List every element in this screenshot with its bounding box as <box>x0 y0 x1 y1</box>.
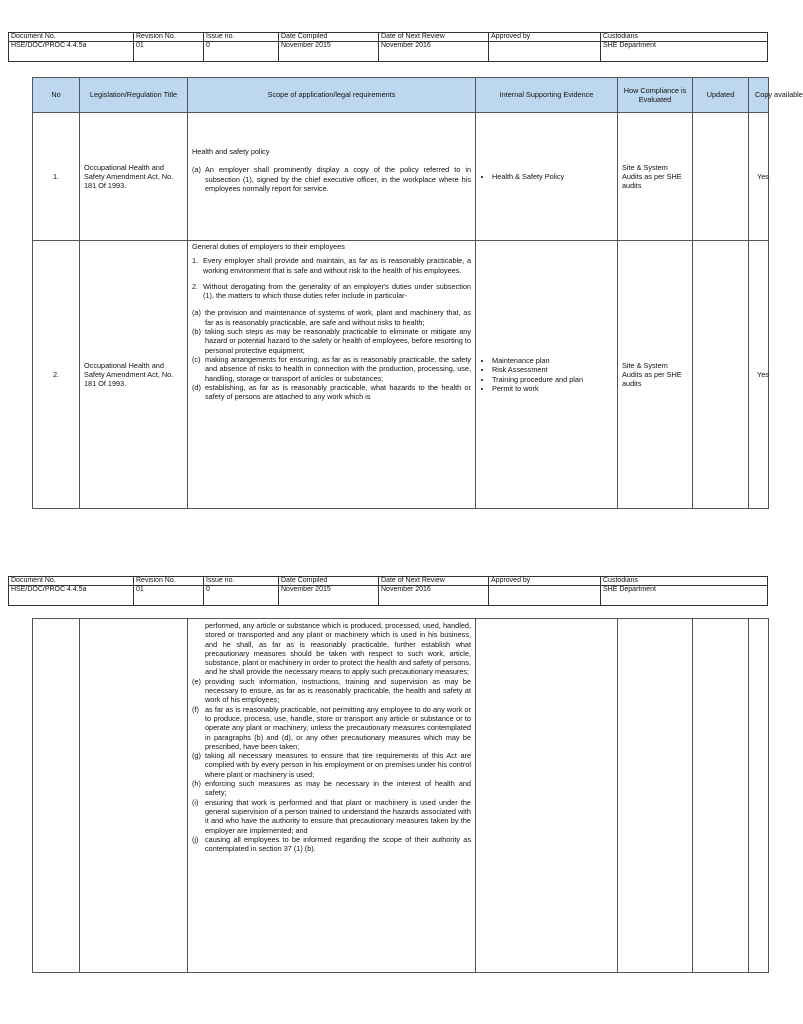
evidence-cell <box>476 113 618 241</box>
item-letter: (e) <box>192 676 201 686</box>
list-item <box>192 705 471 751</box>
scope-cell <box>188 113 476 241</box>
header-value: 01 <box>134 42 204 62</box>
header-value: November 2016 <box>379 42 489 62</box>
table-row <box>33 241 769 509</box>
list-item: • Training procedure and plan <box>492 375 613 384</box>
item-text: An employer shall prominently display a copy of the policy referred to in subsection (1), signed by the chief executive officer, in the workplace where his employees normally report for service. <box>205 165 471 193</box>
header-value: November 2015 <box>279 42 379 62</box>
scope-heading: Health and safety policy <box>192 147 270 156</box>
item-letter: (i) <box>192 797 199 807</box>
item-text: providing such information, instructions, training and supervision as may be necessary to ensure, as far as is reasonably practicable, the health and safety at work of his employees; <box>205 676 471 705</box>
list-item <box>192 677 471 705</box>
header-values-row <box>9 586 768 606</box>
updated-cell <box>693 241 749 509</box>
legislation-title: Occupational Health and Safety Amendment Act, No. 181 Of 1993. <box>80 113 188 241</box>
numbered-list <box>192 256 471 300</box>
header-label: Date Compiled <box>279 577 379 586</box>
item-text: the provision and maintenance of systems of work, plant and machinery that, as far as is reasonably practicable, are safe and without risks to health; <box>205 308 471 327</box>
header-value: HSE/DOC/PROC 4.4.5a <box>9 586 134 606</box>
table-row <box>33 113 769 241</box>
item-letter: (g) <box>192 751 201 761</box>
header-label: Approved by <box>489 577 601 586</box>
lettered-list <box>192 308 471 401</box>
lettered-list <box>192 621 471 853</box>
list-item: • Risk Assessment <box>492 365 613 374</box>
header-label: Issue no. <box>204 33 279 42</box>
header-value: SHE Department <box>601 586 768 606</box>
list-item: • Permit to work <box>492 384 613 393</box>
item-letter: (c) <box>192 354 201 364</box>
header-label: Date of Next Review <box>379 577 489 586</box>
lettered-list <box>192 165 471 193</box>
list-item <box>192 282 471 301</box>
list-item <box>192 835 471 854</box>
list-item <box>192 383 471 402</box>
header-value <box>489 586 601 606</box>
evidence-list <box>480 356 613 393</box>
row-number <box>33 619 80 973</box>
item-text: Without derogating from the generality of an employer's duties under subsection (1), the matters to which those duties refer include in particular- <box>203 281 471 301</box>
col-header-evidence: Internal Supporting Evidence <box>476 78 618 113</box>
item-number: 2. <box>192 281 199 291</box>
header-labels-row <box>9 577 768 586</box>
row-number: 1. <box>33 113 80 241</box>
list-item: • Maintenance plan <box>492 356 613 365</box>
header-value: HSE/DOC/PROC 4.4.5a <box>9 42 134 62</box>
col-header-title: Legislation/Regulation Title <box>80 78 188 113</box>
list-item <box>192 308 471 327</box>
header-label: Date of Next Review <box>379 33 489 42</box>
item-text: enforcing such measures as may be necessary in the interest of health and safety; <box>205 779 471 798</box>
header-label: Document No. <box>9 33 134 42</box>
scope-cell <box>188 241 476 509</box>
table-header-row <box>33 78 769 113</box>
col-header-no: No <box>33 78 80 113</box>
scope-cell <box>188 619 476 973</box>
header-value: 0 <box>204 586 279 606</box>
legislation-title: Occupational Health and Safety Amendment Act, No. 181 Of 1993. <box>80 241 188 509</box>
copy-available-cell: Yes <box>749 113 769 241</box>
header-value: 01 <box>134 586 204 606</box>
legal-register-table <box>32 77 803 509</box>
list-item <box>192 621 471 677</box>
header-label: Date Compiled <box>279 33 379 42</box>
list-item <box>192 327 471 355</box>
item-number: 1. <box>192 256 199 266</box>
item-text: causing all employees to be informed regarding the scope of their authority as contemplated in section 37 (1) (b). <box>205 834 471 854</box>
evidence-cell <box>476 619 618 973</box>
header-value: November 2015 <box>279 586 379 606</box>
header-label: Revision No. <box>134 33 204 42</box>
table-row <box>33 619 769 973</box>
header-label: Issue no. <box>204 577 279 586</box>
item-text: making arrangements for ensuring, as far as is reasonably practicable, the safety and absence of risks to health in connection with the production, processing, use, handling, storage or transport of articles or substances; <box>205 354 471 383</box>
header-value: November 2016 <box>379 586 489 606</box>
item-letter: (h) <box>192 779 201 789</box>
item-text: ensuring that work is performed and that plant or machinery is used under the general supervision of a person trained to understand the hazards associated with it and who have the authority to ensure that precautionary measures taken by the employer are implemented; and <box>205 797 471 835</box>
list-item <box>192 751 471 779</box>
legislation-title <box>80 619 188 973</box>
document-header-page2 <box>8 576 768 606</box>
item-letter: (a) <box>192 165 201 175</box>
header-value: 0 <box>204 42 279 62</box>
header-label: Custodians <box>601 33 768 42</box>
item-text: Every employer shall provide and maintain, as far as is reasonably practicable, a working environment that is safe and without risk to the health of his employees. <box>203 256 471 275</box>
legal-register-continuation <box>32 618 769 973</box>
updated-cell <box>693 619 749 973</box>
item-letter: (f) <box>192 704 199 714</box>
header-value: SHE Department <box>601 42 768 62</box>
col-header-evaluated: How Compliance is Evaluated <box>618 78 693 113</box>
item-text: taking all necessary measures to ensure that tire requirements of this Act are complied with by every person in his employment or on premises under his control where plant or machinery is used; <box>205 751 471 779</box>
list-item <box>192 798 471 835</box>
evidence-list <box>480 172 613 181</box>
header-values-row <box>9 42 768 62</box>
evaluation-cell: Site & System Audits as per SHE audits <box>618 241 693 509</box>
header-label: Approved by <box>489 33 601 42</box>
copy-available-cell <box>749 619 769 973</box>
item-letter: (d) <box>192 382 201 392</box>
col-header-scope: Scope of application/legal requirements <box>188 78 476 113</box>
list-item <box>192 165 471 193</box>
header-value <box>489 42 601 62</box>
list-item: • Health & Safety Policy <box>492 172 613 181</box>
col-header-copy: Copy available <box>749 78 769 113</box>
col-header-updated: Updated <box>693 78 749 113</box>
document-header <box>8 32 768 62</box>
header-label: Revision No. <box>134 577 204 586</box>
item-letter: (a) <box>192 308 201 318</box>
evaluation-cell: Site & System Audits as per SHE audits <box>618 113 693 241</box>
header-label: Custodians <box>601 577 768 586</box>
item-text: establishing, as far as is reasonably practicable, what hazards to the health or safety of persons are attached to any work which is <box>205 382 471 402</box>
copy-available-cell: Yes <box>749 241 769 509</box>
evaluation-cell <box>618 619 693 973</box>
item-text: performed, any article or substance which is produced, processed, used, handled, stored or transported and any plant or machinery which is used in his business, and he shall, as far as is reasonably practicable, further establish what precautionary measures should be taken with respect to such work, article, substance, plant or machinery in order to protect the health and safety of persons, and he shall provide the necessary means to apply such precautionary measures; <box>205 621 471 677</box>
evidence-cell <box>476 241 618 509</box>
list-item <box>192 256 471 275</box>
header-label: Document No. <box>9 577 134 586</box>
item-letter: (j) <box>192 834 199 844</box>
list-item <box>192 779 471 798</box>
row-number: 2. <box>33 241 80 509</box>
item-text: as far as is reasonably practicable, not permitting any employee to do any work or to produce, process, use, handle, store or transport any article or substance or to operate any plant or machinery, unless the precautionary measures contemplated in paragraphs (b) and (d), or any other precautionary measures which may be prescribed, have been taken; <box>205 704 471 751</box>
item-text: taking such steps as may be reasonably practicable to eliminate or mitigate any hazard or potential hazard to the safety or health of employees, before resorting to personal protective equipment; <box>205 327 471 355</box>
scope-heading: General duties of employers to their employees <box>192 242 345 251</box>
updated-cell <box>693 113 749 241</box>
header-labels-row <box>9 33 768 42</box>
item-letter: (b) <box>192 327 201 337</box>
list-item <box>192 355 471 383</box>
